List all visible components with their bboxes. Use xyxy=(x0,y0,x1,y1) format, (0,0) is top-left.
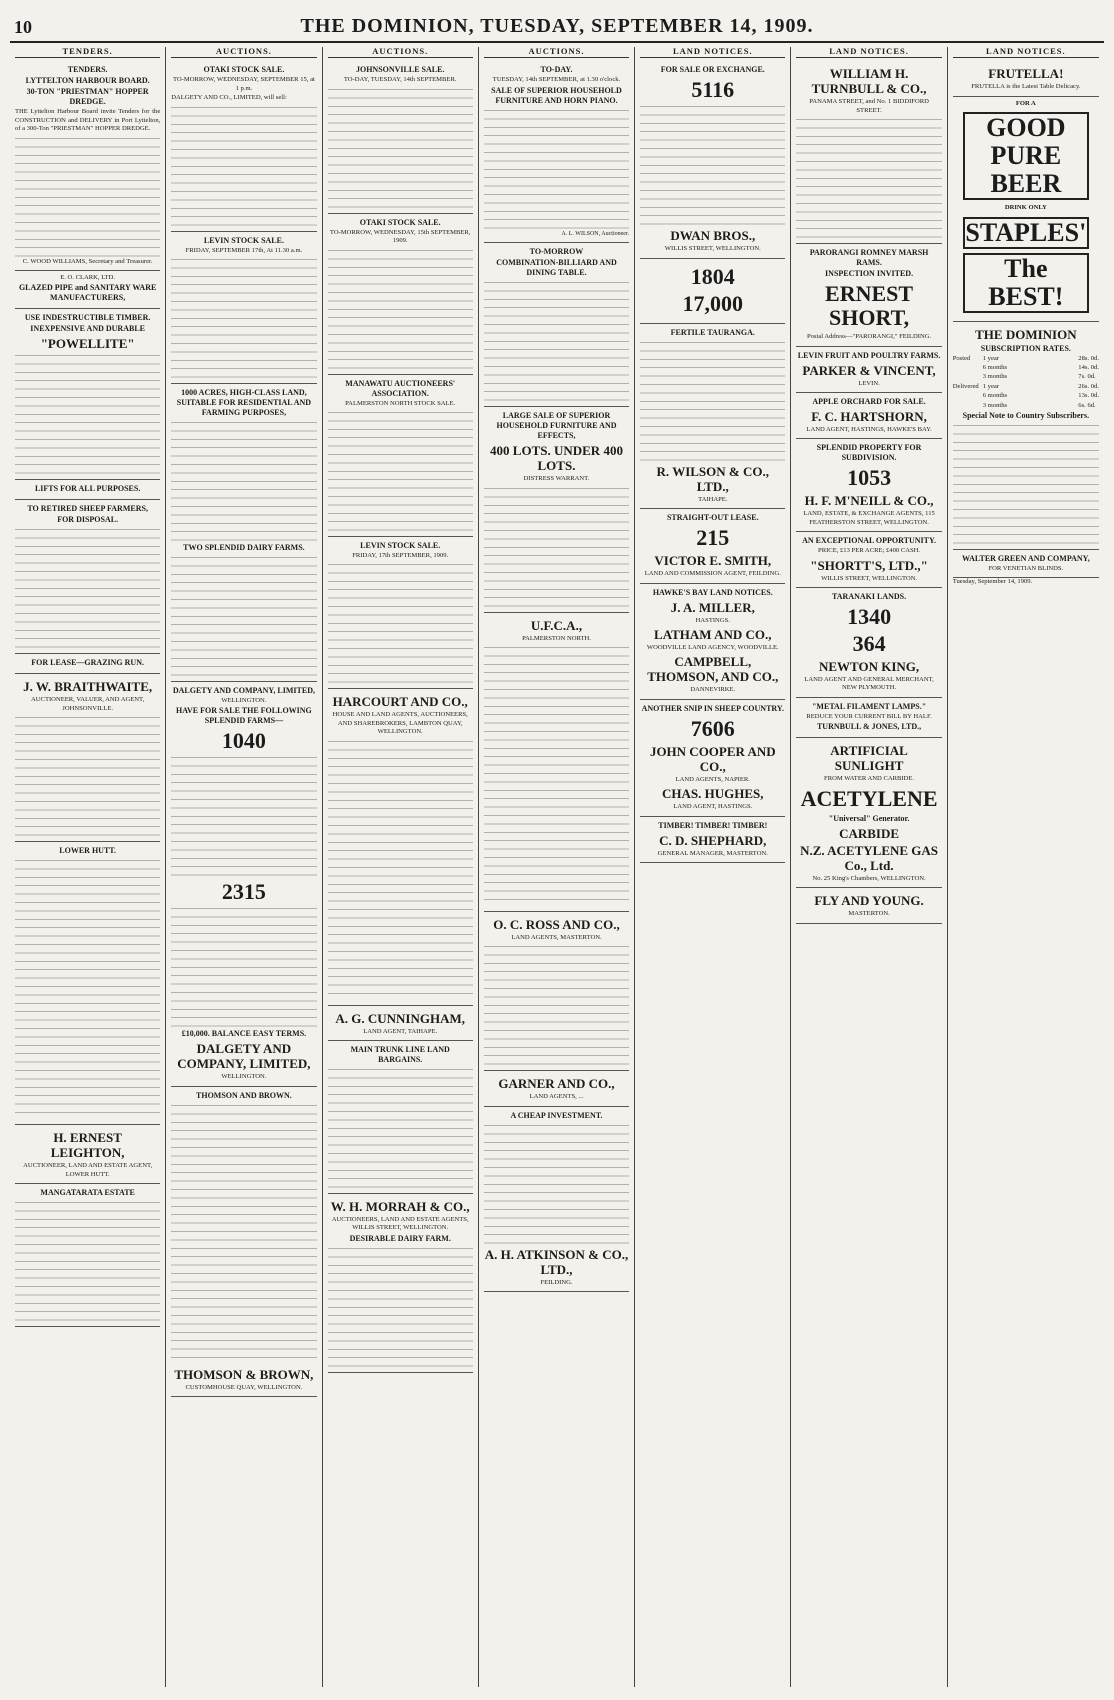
text-lines xyxy=(171,422,316,542)
advert-sale-exchange xyxy=(640,61,785,258)
advert-subheading: AUCTIONEER, VALUER, AND AGENT, JOHNSONVILLE. xyxy=(31,696,145,712)
advert-name: GARNER AND CO., xyxy=(498,1076,615,1092)
advert-subheading: HOUSE AND LAND AGENTS, AUCTIONEERS, AND SHAREBROKERS, LAMBTON QUAY, WELLINGTON. xyxy=(332,711,468,736)
advert-name: HARCOURT AND CO., xyxy=(332,694,468,710)
text-lines xyxy=(328,1069,473,1189)
rate-term: 3 months xyxy=(982,401,1008,409)
advert-heading: PARORANGI ROMNEY MARSH RAMS. xyxy=(809,248,929,268)
advert-subheading: LAND AGENTS, ... xyxy=(529,1093,584,1101)
text-lines xyxy=(796,119,941,239)
advert-fly-young xyxy=(796,888,941,923)
advert-body: THE Lyttelton Harbour Board invite Tenders for the CONSTRUCTION and DELIVERY in Port Lyttelton, of a 300-Ton "PRIESTMAN" HOPPER DREDGE. xyxy=(15,108,161,133)
advert-timber xyxy=(640,817,785,863)
column-6 xyxy=(791,47,947,1687)
advert-heading: TWO SPLENDID DAIRY FARMS. xyxy=(183,543,305,553)
advert-tauranga xyxy=(640,324,785,509)
advert-otaki-sale xyxy=(171,61,316,231)
advert-subheading: LAND AGENT, HASTINGS, HAWKE'S BAY. xyxy=(806,426,932,434)
advert-heading: LIFTS FOR ALL PURPOSES. xyxy=(34,484,141,494)
masthead xyxy=(10,8,1104,43)
advert-subscription xyxy=(953,322,1099,550)
rate-price: 6s. 6d. xyxy=(1078,401,1096,409)
rates-table xyxy=(953,355,1099,410)
advert-name: U.F.C.A., xyxy=(530,617,583,633)
advert-grazing-run xyxy=(15,654,160,674)
advert-subheading: GENERAL MANAGER, MASTERTON. xyxy=(657,849,768,857)
advert-subheading: PANAMA STREET, and No. 1 BIDDIFORD STREET. xyxy=(809,98,929,114)
advert-otaki-stock xyxy=(328,214,473,375)
advert-heading: GLAZED PIPE and SANITARY WARE MANUFACTURERS, xyxy=(18,283,157,303)
advert-harbour-board xyxy=(15,61,160,271)
advert-name: WALTER GREEN AND COMPANY, xyxy=(961,554,1090,564)
acreage-figure: 2315 xyxy=(221,879,266,905)
advert-heading: STRAIGHT-OUT LEASE. xyxy=(666,513,759,523)
advert-lifts xyxy=(15,480,160,500)
advert-turnbull xyxy=(796,61,941,244)
advert-walter-green xyxy=(953,550,1099,578)
advert-heading: TO-MORROW xyxy=(529,247,584,257)
advert-date: TO-DAY, TUESDAY, 14th SEPTEMBER. xyxy=(343,76,457,84)
advert-heading: SPLENDID PROPERTY FOR SUBDIVISION. xyxy=(816,443,922,463)
advert-heading: MAIN TRUNK LINE LAND BARGAINS. xyxy=(350,1045,450,1065)
advert-heading: 1000 ACRES, HIGH-CLASS LAND, SUITABLE FOR RESIDENTIAL AND FARMING PURPOSES, xyxy=(176,388,312,418)
advert-subheading: SALE OF SUPERIOR HOUSEHOLD FURNITURE AND HORN PIANO. xyxy=(491,85,622,105)
advert-heading: MANGATARATA ESTATE xyxy=(40,1188,135,1198)
advert-subheading: 30-TON "PRIESTMAN" HOPPER DREDGE. xyxy=(26,87,149,107)
advert-subheading: FOR VENETIAN BLINDS. xyxy=(988,565,1064,573)
advert-subheading: AUCTIONEER, LAND AND ESTATE AGENT, LOWER HUTT. xyxy=(23,1162,153,1178)
text-lines xyxy=(484,110,629,230)
advert-1000-acres xyxy=(171,384,316,682)
advert-heading: TENDERS. xyxy=(67,65,108,75)
advert-subheading: LAND AGENT, HASTINGS. xyxy=(673,803,753,811)
advert-heading: AN EXCEPTIONAL OPPORTUNITY. xyxy=(802,536,936,546)
advert-name: JOHN COOPER AND CO., xyxy=(649,743,776,774)
advert-cunningham xyxy=(328,1006,473,1041)
text-lines xyxy=(15,860,160,1120)
rate-term: 1 year xyxy=(982,382,999,390)
column-4 xyxy=(479,47,635,1687)
advert-address: No. 25 King's Chambers, WELLINGTON. xyxy=(812,874,926,882)
text-lines xyxy=(484,946,629,1066)
advert-subheading: Postal Address—"PARORANGI," FEILDING. xyxy=(806,333,932,341)
advert-name: J. A. MILLER, xyxy=(670,599,755,615)
column-3 xyxy=(323,47,479,1687)
text-lines xyxy=(171,557,316,677)
advert-braithwaite xyxy=(15,674,160,842)
advert-exceptional xyxy=(796,532,941,588)
advert-heading: FOR SALE OR EXCHANGE. xyxy=(660,65,765,75)
advert-date: FRIDAY, SEPTEMBER 17th, At 11.30 a.m. xyxy=(185,246,303,254)
advert-name: E. O. CLARK, LTD. xyxy=(60,274,116,282)
advert-heading: APPLE ORCHARD FOR SALE. xyxy=(812,397,926,407)
text-lines xyxy=(171,757,316,877)
advert-subheading: AUCTIONEERS, LAND AND ESTATE AGENTS, WILLIS STREET, WELLINGTON. xyxy=(331,1216,469,1232)
advert-hawkes-bay xyxy=(640,584,785,700)
rate-price: 14s. 0d. xyxy=(1078,364,1099,372)
advert-subheading: LAND AGENT, TAIHAPE. xyxy=(363,1027,438,1035)
advert-name: W. H. MORRAH & CO., xyxy=(330,1199,470,1215)
column-heading: AUCTIONS. xyxy=(328,47,473,58)
advert-taranaki xyxy=(796,588,941,698)
advert-cheap-investment xyxy=(484,1107,629,1292)
rate-term: 1 year xyxy=(982,354,999,362)
text-lines xyxy=(484,488,629,608)
advert-name: NEWTON KING, xyxy=(818,659,920,675)
rate-term: 6 months xyxy=(982,364,1008,372)
advert-frutella xyxy=(953,61,1099,96)
advert-harcourt xyxy=(328,689,473,1005)
advert-subheading: PALMERSTON NORTH STOCK SALE. xyxy=(345,399,456,407)
advert-manawatu xyxy=(328,375,473,537)
text-lines xyxy=(171,908,316,1028)
advert-heading: TO-DAY. xyxy=(540,65,573,75)
advert-date: TUESDAY, 14th SEPTEMBER, at 1.30 o'clock. xyxy=(492,76,621,84)
advert-name: DALGETY AND COMPANY, LIMITED, xyxy=(172,686,315,696)
column-5 xyxy=(635,47,791,1687)
text-lines xyxy=(953,425,1099,545)
advert-staples-beer xyxy=(953,97,1099,322)
advert-heading: JOHNSONVILLE SALE. xyxy=(355,65,445,75)
advert-apple-orchard xyxy=(796,393,941,439)
advert-heading: A CHEAP INVESTMENT. xyxy=(510,1110,603,1120)
text-lines xyxy=(171,259,316,379)
advert-heading: LEVIN FRUIT AND POULTRY FARMS. xyxy=(797,350,941,360)
advert-acetylene xyxy=(796,738,941,888)
column-heading: LAND NOTICES. xyxy=(796,47,941,58)
advert-ufca xyxy=(484,613,629,912)
advert-billiard-table xyxy=(484,243,629,407)
advert-name: J. W. BRAITHWAITE, xyxy=(23,679,153,695)
column-heading: LAND NOTICES. xyxy=(640,47,785,58)
advert-date: TO-MORROW, WEDNESDAY, 15th SEPTEMBER, 1909. xyxy=(329,228,471,245)
text-lines xyxy=(484,647,629,907)
advert-johnsonville-sale xyxy=(328,61,473,213)
advert-subheading: LAND AGENTS, NAPIER. xyxy=(675,775,750,783)
advert-subheading: WOODVILLE LAND AGENCY, WOODVILLE. xyxy=(646,644,779,652)
newspaper-title: THE DOMINION, TUESDAY, SEPTEMBER 14, 1909. xyxy=(300,15,814,37)
advert-lamps xyxy=(796,698,941,738)
advert-name: CAMPBELL, THOMSON, AND CO., xyxy=(647,654,779,685)
advert-heading: HAVE FOR SALE THE FOLLOWING SPLENDID FARMS— xyxy=(176,706,312,726)
advert-subheading: HASTINGS. xyxy=(695,616,730,624)
acreage-figure: 215 xyxy=(696,525,730,551)
advert-name: VICTOR E. SMITH, xyxy=(654,553,772,569)
advert-retired-farmers xyxy=(15,500,160,654)
acreage-figure: 1053 xyxy=(847,465,892,491)
text-lines xyxy=(328,412,473,532)
page-number: 10 xyxy=(14,17,32,37)
advert-name: PARKER & VINCENT, xyxy=(802,362,936,378)
acreage-figure: 7606 xyxy=(690,715,735,741)
advert-parorangi xyxy=(796,244,941,346)
text-lines xyxy=(484,1125,629,1245)
advert-subheading: LAND AGENT AND GENERAL MERCHANT, NEW PLYMOUTH. xyxy=(804,676,934,692)
advert-subheading: INSPECTION INVITED. xyxy=(825,269,914,279)
advert-subheading: LYTTELTON HARBOUR BOARD. xyxy=(25,76,150,86)
text-lines xyxy=(484,282,629,402)
advert-garner xyxy=(484,1071,629,1106)
text-lines xyxy=(15,717,160,837)
advert-straight-lease xyxy=(640,509,785,583)
acreage-figure: 17,000 xyxy=(682,290,744,316)
advert-name: R. WILSON & CO., LTD., xyxy=(656,463,769,494)
advert-subheading: "Universal" Generator. xyxy=(828,813,910,823)
text-lines xyxy=(328,250,473,370)
advert-sheep-snip xyxy=(640,700,785,817)
advert-dalgety xyxy=(171,682,316,1087)
advert-name: O. C. ROSS AND CO., xyxy=(493,917,620,933)
advert-clark xyxy=(15,271,160,309)
advert-large-sale xyxy=(484,407,629,612)
advert-name: A. H. ATKINSON & CO., LTD., xyxy=(484,1246,629,1277)
advert-heading: FOR LEASE—GRAZING RUN. xyxy=(31,658,144,668)
text-lines xyxy=(640,106,785,226)
column-heading: AUCTIONS. xyxy=(171,47,316,58)
advert-note: Special Note to Country Subscribers. xyxy=(962,411,1090,421)
advert-levin-fruit xyxy=(796,347,941,393)
advert-name: H. F. M'NEILL & CO., xyxy=(804,493,934,509)
advert-subheading: LAND AND COMMISSION AGENT, FEILDING. xyxy=(644,570,781,578)
column-heading: AUCTIONS. xyxy=(484,47,629,58)
advert-heading: FERTILE TAURANGA. xyxy=(670,327,755,337)
acreage-figure: 5116 xyxy=(691,77,735,103)
advert-leighton xyxy=(15,1125,160,1184)
advert-heading: "METAL FILAMENT LAMPS." xyxy=(811,701,927,711)
column-7 xyxy=(948,47,1104,1687)
advert-subheading: CUSTOMHOUSE QUAY, WELLINGTON. xyxy=(185,1383,303,1391)
rate-price: 26s. 0d. xyxy=(1078,382,1099,390)
acreage-figure: 364 xyxy=(852,631,886,657)
advert-brand: GOOD PURE BEER xyxy=(963,112,1089,200)
advert-subdivision xyxy=(796,439,941,532)
advert-subheading: FOR DISPOSAL. xyxy=(57,515,119,525)
advert-body: DALGETY AND CO., LIMITED, will sell: xyxy=(171,94,287,102)
advert-place: WELLINGTON. xyxy=(221,697,267,705)
advert-name: ERNEST SHORT, xyxy=(825,281,914,331)
advert-name: LATHAM AND CO., xyxy=(654,627,772,643)
advert-subheading: LEVIN. xyxy=(858,379,880,387)
text-lines xyxy=(15,355,160,475)
imprint: Tuesday, September 14, 1909. xyxy=(952,578,1033,586)
advert-price: PRICE, £13 PER ACRE; £400 CASH. xyxy=(818,547,921,555)
advert-subheading: MASTERTON. xyxy=(848,910,890,918)
advert-heading: MANAWATU AUCTIONEERS' ASSOCIATION. xyxy=(345,378,456,398)
advert-place: WELLINGTON. xyxy=(221,1073,267,1081)
advert-heading: ARTIFICIAL SUNLIGHT xyxy=(830,743,908,774)
advert-heading: TO RETIRED SHEEP FARMERS, xyxy=(27,504,148,514)
rate-label xyxy=(953,402,979,410)
columns xyxy=(10,47,1104,1687)
acreage-figure: 1804 xyxy=(690,263,735,289)
advert-name: N.Z. ACETYLENE GAS Co., Ltd. xyxy=(800,842,939,873)
advert-name: THOMSON & BROWN, xyxy=(174,1366,314,1382)
text-lines xyxy=(15,529,160,649)
text-lines xyxy=(328,1248,473,1368)
rate-term: 3 months xyxy=(982,373,1008,381)
rate-price: 28s. 0d. xyxy=(1078,354,1099,362)
rate-label xyxy=(953,392,979,400)
advert-heading: OTAKI STOCK SALE. xyxy=(203,65,285,75)
advert-levin-sale xyxy=(171,232,316,384)
advert-subheading: COMBINATION-BILLIARD AND DINING TABLE. xyxy=(496,258,617,278)
rate-label: Posted xyxy=(952,354,971,362)
advert-name: F. C. HARTSHORN, xyxy=(811,409,927,425)
advert-name: TURNBULL & JONES, LTD., xyxy=(816,722,922,732)
text-lines xyxy=(15,1202,160,1322)
advert-heading: DESIRABLE DAIRY FARM. xyxy=(349,1233,451,1243)
advert-name: DWAN BROS., xyxy=(670,228,756,244)
column-heading: LAND NOTICES. xyxy=(953,47,1099,58)
advert-subheading: REDUCE YOUR CURRENT BILL BY HALF. xyxy=(806,712,932,720)
advert-tagline: The BEST! xyxy=(963,253,1089,313)
advert-heading: THOMSON AND BROWN. xyxy=(196,1090,292,1100)
rate-label xyxy=(953,373,979,381)
text-lines xyxy=(171,107,316,227)
advert-heading: HAWKE'S BAY LAND NOTICES. xyxy=(652,587,773,597)
acreage-figure: 1340 xyxy=(847,604,892,630)
advert-date: TO-MORROW, WEDNESDAY, SEPTEMBER 15, at 1 p.m. xyxy=(173,76,315,92)
advert-name: CHAS. HUGHES, xyxy=(662,786,764,802)
advert-name: C. D. SHEPHARD, xyxy=(659,832,767,848)
advert-line: FOR A xyxy=(1015,99,1036,107)
text-lines xyxy=(328,564,473,684)
column-heading: TENDERS. xyxy=(15,47,160,58)
advert-heading: OTAKI STOCK SALE. xyxy=(359,217,441,227)
text-lines xyxy=(328,741,473,1001)
text-lines xyxy=(15,138,160,258)
advert-subheading: FRUTELLA is the Latest Table Delicacy. xyxy=(971,83,1081,91)
advert-subheading: LAND, ESTATE, & EXCHANGE AGENTS, 115 FEATHERSTON STREET, WELLINGTON. xyxy=(803,510,935,526)
advert-subheading: TAIHAPE. xyxy=(698,495,728,503)
advert-date: FRIDAY, 17th SEPTEMBER, 1909. xyxy=(352,552,449,560)
advert-signature: C. WOOD WILLIAMS, Secretary and Treasurer. xyxy=(22,257,153,265)
rate-label: Delivered xyxy=(952,382,979,390)
advert-brand: FRUTELLA! xyxy=(988,66,1064,82)
text-lines xyxy=(640,342,785,462)
advert-signature: A. L. WILSON, Auctioneer. xyxy=(561,230,630,237)
advert-thomson-brown xyxy=(171,1087,316,1397)
advert-subheading: PALMERSTON NORTH. xyxy=(522,634,591,642)
rate-price: 7s. 0d. xyxy=(1078,373,1096,381)
advert-heading: LEVIN STOCK SALE. xyxy=(203,235,284,245)
advert-heading: INEXPENSIVE AND DURABLE xyxy=(30,324,145,334)
advert-line: DRINK ONLY xyxy=(1004,204,1047,212)
advert-morrah xyxy=(328,1194,473,1373)
advert-heading: THE DOMINION xyxy=(975,326,1077,342)
advert-ross xyxy=(484,912,629,1071)
advert-name: H. ERNEST LEIGHTON, xyxy=(50,1130,125,1161)
advert-lower-hutt xyxy=(15,842,160,1125)
advert-subheading: DISTRESS WARRANT. xyxy=(523,475,590,483)
advert-heading: LARGE SALE OF SUPERIOR HOUSEHOLD FURNITURE AND EFFECTS, xyxy=(496,411,617,441)
advert-subheading: WILLIS STREET, WELLINGTON. xyxy=(664,245,761,253)
advert-subheading: WILLIS STREET, WELLINGTON. xyxy=(821,574,918,582)
acreage-figure: 1040 xyxy=(221,728,266,754)
column-2 xyxy=(166,47,322,1687)
advert-furniture-sale xyxy=(484,61,629,243)
advert-heading: LOWER HUTT. xyxy=(59,846,117,856)
advert-lots: 400 LOTS. UNDER 400 LOTS. xyxy=(490,443,623,474)
advert-subheading: FEILDING. xyxy=(540,1278,573,1286)
advert-levin-stock xyxy=(328,537,473,689)
advert-brand: ACETYLENE xyxy=(800,785,938,811)
advert-name: DALGETY AND COMPANY, LIMITED, xyxy=(177,1041,311,1072)
advert-subheading: DANNEVIRKE. xyxy=(690,686,736,694)
advert-main-trunk xyxy=(328,1041,473,1194)
advert-1804 xyxy=(640,259,785,324)
advert-name: WILLIAM H. TURNBULL & CO., xyxy=(811,66,927,97)
rate-term: 6 months xyxy=(982,392,1008,400)
column-1 xyxy=(10,47,166,1687)
advert-name: A. G. CUNNINGHAM, xyxy=(335,1010,466,1026)
text-lines xyxy=(328,89,473,209)
advert-heading: TARANAKI LANDS. xyxy=(832,592,907,602)
advert-brand: STAPLES' xyxy=(963,217,1089,249)
advert-mangatarata xyxy=(15,1184,160,1327)
advert-brand: "POWELLITE" xyxy=(40,336,135,352)
advert-subheading: FROM WATER AND CARBIDE. xyxy=(824,775,915,783)
advert-subheading: SUBSCRIPTION RATES. xyxy=(980,343,1071,353)
text-lines xyxy=(171,1105,316,1365)
advert-subheading: LAND AGENTS, MASTERTON. xyxy=(511,934,602,942)
rate-label xyxy=(953,364,979,372)
advert-heading: ANOTHER SNIP IN SHEEP COUNTRY. xyxy=(641,703,784,713)
advert-timber xyxy=(15,309,160,480)
advert-name: "SHORTT'S, LTD.," xyxy=(810,557,928,573)
advert-price: £10,000. BALANCE EASY TERMS. xyxy=(181,1029,307,1039)
rate-price: 13s. 0d. xyxy=(1078,392,1099,400)
advert-heading: TIMBER! TIMBER! TIMBER! xyxy=(658,820,768,830)
advert-name: FLY AND YOUNG. xyxy=(814,893,924,909)
advert-brand: CARBIDE xyxy=(839,825,900,841)
advert-heading: USE INDESTRUCTIBLE TIMBER. xyxy=(24,313,151,323)
advert-heading: LEVIN STOCK SALE. xyxy=(360,541,441,551)
